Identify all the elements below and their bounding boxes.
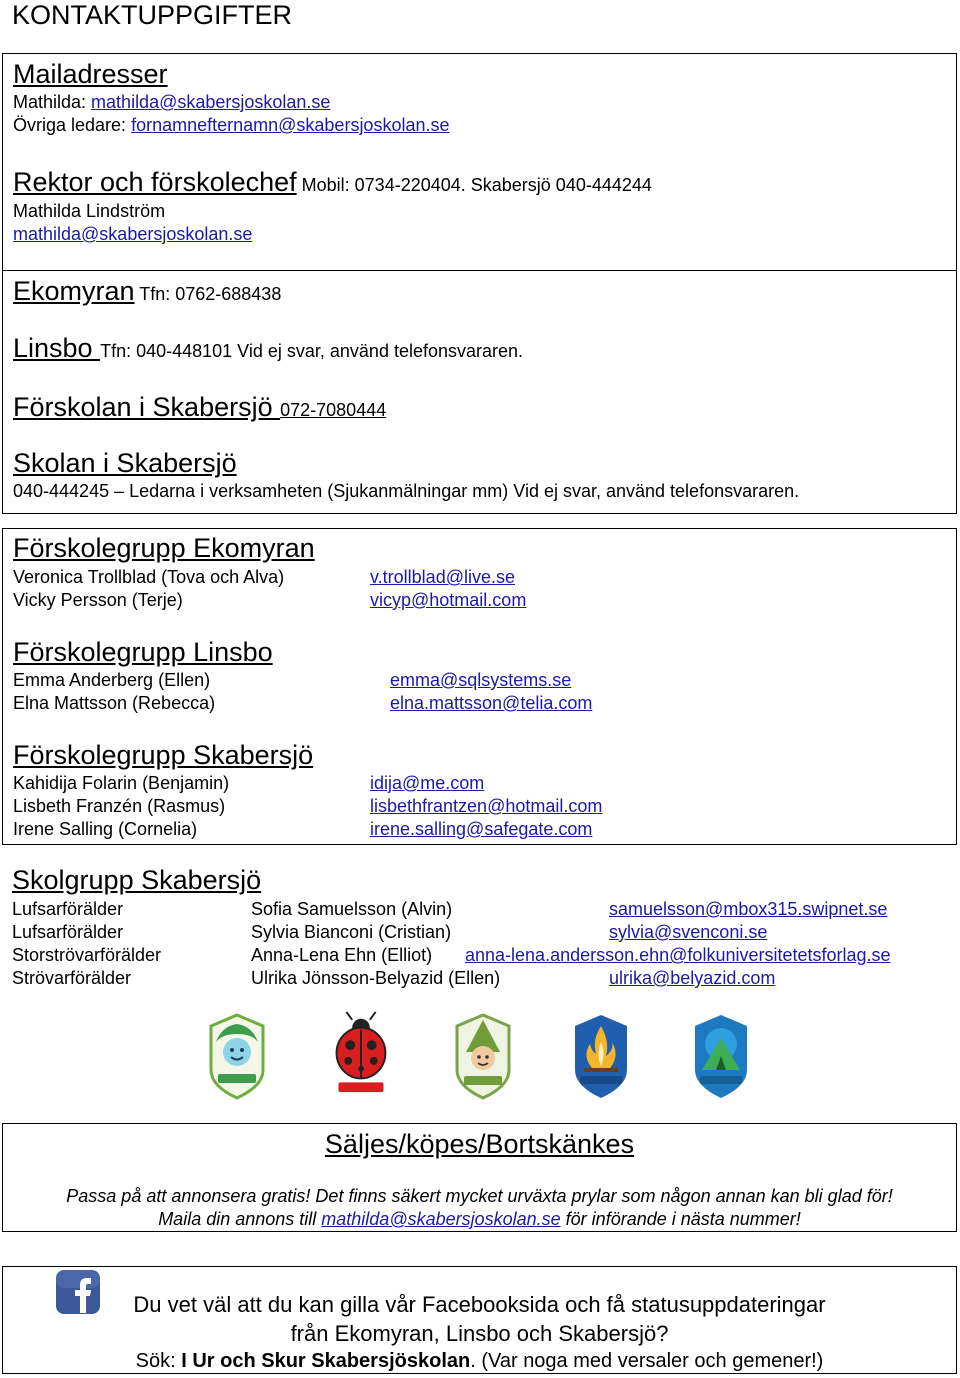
group-member-name: Lisbeth Franzén (Rasmus): [13, 796, 226, 816]
skolgrupp-name: Sofia Samuelsson (Alvin): [251, 899, 453, 919]
frilufsare-badge-icon: [690, 1012, 752, 1100]
skolgrupp-role: Lufsarförälder: [12, 922, 124, 942]
rektor-email-row: [13, 223, 252, 246]
groups-box: [2, 528, 957, 845]
sell-box: [2, 1123, 957, 1232]
skogsmulle-badge-icon: [452, 1012, 514, 1100]
skolgrupp-email: samuelsson@mbox315.swipnet.se: [609, 899, 888, 919]
group-member-email: irene.salling@safegate.com: [370, 819, 593, 839]
group-member-name: Emma Anderberg (Ellen): [13, 670, 211, 690]
facebook-search-term: I Ur och Skur Skabersjöskolan: [181, 1350, 471, 1372]
strovare-badge-icon: [570, 1012, 632, 1100]
facebook-box: [2, 1266, 957, 1374]
group-member-email: v.trollblad@live.se: [370, 567, 515, 587]
ekomyran-phone: Tfn: 0762-688438: [134, 284, 282, 304]
group-member-name: Irene Salling (Cornelia): [13, 819, 198, 839]
mail-others-label: Övriga ledare:: [13, 115, 132, 135]
linsbo-phone: Tfn: 040-448101 Vid ej svar, använd telefonsvararen.: [100, 341, 524, 361]
sell-line2-pre: Maila din annons till: [158, 1209, 322, 1229]
page-title: KONTAKTUPPGIFTER: [12, 0, 293, 30]
skolgrupp-email: sylvia@svenconi.se: [609, 922, 768, 942]
skolgrupp-heading: Skolgrupp Skabersjö: [12, 865, 262, 895]
mathilda-email-link[interactable]: mathilda@skabersjoskolan.se: [91, 92, 331, 112]
mail-heading: Mailadresser: [13, 59, 168, 89]
ekomyran-heading: Ekomyran: [13, 276, 135, 306]
linsbo-row: [13, 333, 523, 363]
group-member-name: Vicky Persson (Terje): [13, 590, 183, 610]
rektor-name: Mathilda Lindström: [13, 201, 166, 221]
facebook-line3: [3, 1349, 956, 1373]
group-skabersjo-heading: Förskolegrupp Skabersjö: [13, 740, 314, 770]
mail-mathilda-row: [13, 91, 330, 114]
group-member-email: idija@me.com: [370, 773, 485, 793]
sell-email-link[interactable]: mathilda@skabersjoskolan.se: [321, 1209, 561, 1229]
group-member-name: Veronica Trollblad (Tova och Alva): [13, 567, 285, 587]
sell-line2-post: för införande i nästa nummer!: [560, 1209, 801, 1229]
group-linsbo-heading: Förskolegrupp Linsbo: [13, 637, 273, 667]
units-box: [2, 270, 957, 514]
group-ekomyran-heading: Förskolegrupp Ekomyran: [13, 533, 315, 563]
rektor-heading: Rektor och förskolechef: [13, 167, 297, 197]
ekomyran-row: [13, 276, 281, 306]
skogsknytte-badge-icon: [330, 1010, 392, 1098]
group-member-email: emma@sqlsystems.se: [390, 670, 572, 690]
group-member-email: elna.mattsson@telia.com: [390, 693, 593, 713]
sell-line2: [3, 1208, 956, 1231]
others-email-link[interactable]: fornamnefternamn@skabersjoskolan.se: [131, 115, 450, 135]
skolgrupp-name: Ulrika Jönsson-Belyazid (Ellen): [251, 968, 501, 988]
facebook-line2: från Ekomyran, Linsbo och Skabersjö?: [290, 1321, 669, 1346]
skolgrupp-name: Anna-Lena Ehn (Elliot): [251, 945, 433, 965]
rektor-phones: Mobil: 0734-220404. Skabersjö 040-444244: [296, 175, 652, 195]
skolgrupp-email: anna-lena.andersson.ehn@folkuniversitetetsforlag.se: [465, 945, 891, 965]
skogsknopp-badge-icon: [206, 1012, 268, 1100]
forskolan-heading: Förskolan i Skabersjö: [13, 392, 281, 422]
forskolan-row: [13, 392, 386, 422]
skolan-heading-row: [13, 448, 237, 478]
facebook-line1: Du vet väl att du kan gilla vår Facebooksida och få statusuppdateringar: [133, 1292, 826, 1317]
facebook-line3-post: . (Var noga med versaler och gemener!): [470, 1350, 824, 1372]
skolgrupp-role: Strövarförälder: [12, 968, 132, 988]
skolgrupp-name: Sylvia Bianconi (Cristian): [251, 922, 452, 942]
sell-heading: Säljes/köpes/Bortskänkes: [324, 1129, 635, 1159]
skolgrupp-email: ulrika@belyazid.com: [609, 968, 776, 988]
linsbo-heading: Linsbo: [13, 333, 101, 363]
group-member-name: Kahidija Folarin (Benjamin): [13, 773, 230, 793]
skolan-text: 040-444245 – Ledarna i verksamheten (Sjukanmälningar mm) Vid ej svar, använd telefonsvararen.: [13, 481, 800, 501]
rektor-heading-row: [13, 167, 652, 197]
skolgrupp-role: Storströvarförälder: [12, 945, 162, 965]
rektor-email-link[interactable]: mathilda@skabersjoskolan.se: [13, 224, 253, 244]
skolgrupp-role: Lufsarförälder: [12, 899, 124, 919]
mail-mathilda-label: Mathilda:: [13, 92, 92, 112]
forskolan-phone: 072-7080444: [280, 400, 387, 420]
sell-line1: Passa på att annonsera gratis! Det finns säkert mycket urväxta prylar som någon annan kan bli glad för!: [66, 1186, 893, 1206]
mail-others-row: [13, 114, 450, 137]
group-member-email: vicyp@hotmail.com: [370, 590, 527, 610]
skolan-heading: Skolan i Skabersjö: [13, 448, 237, 478]
group-member-email: lisbethfrantzen@hotmail.com: [370, 796, 603, 816]
sell-heading-wrap: [3, 1129, 956, 1159]
group-member-name: Elna Mattsson (Rebecca): [13, 693, 216, 713]
facebook-line3-pre: Sök:: [135, 1350, 182, 1372]
